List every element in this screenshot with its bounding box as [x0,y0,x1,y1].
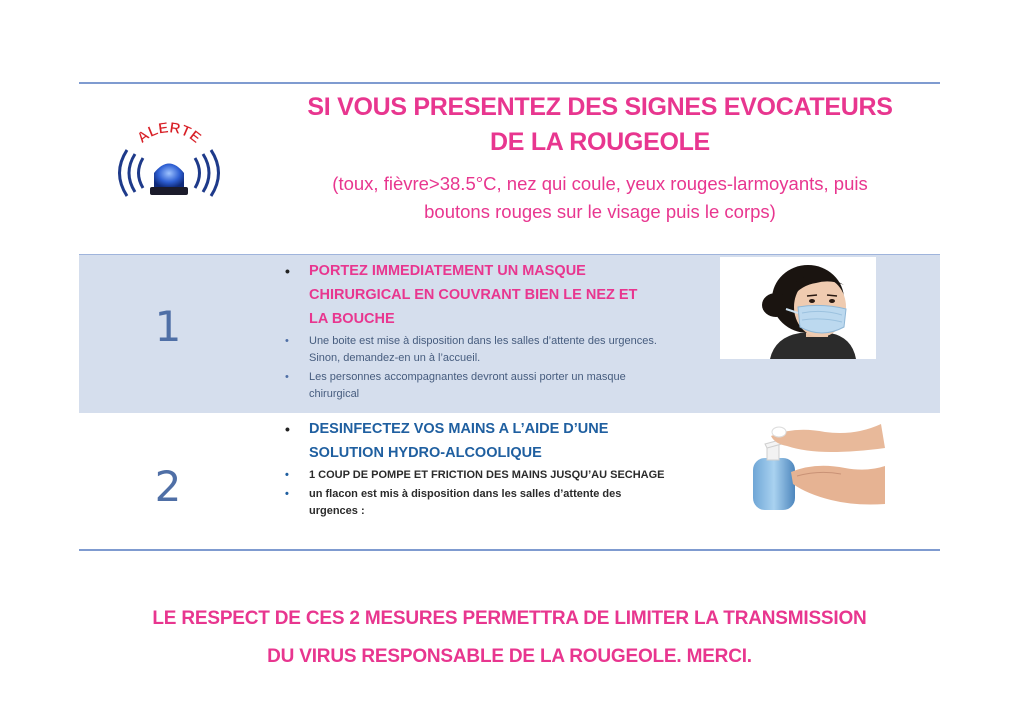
footer-line2: DU VIRUS RESPONSABLE DE LA ROUGEOLE. MERCI. [267,646,752,667]
header-subtitle-line1: (toux, fièvre>38.5°C, nez qui coule, yeux rouges-larmoyants, puis [332,173,868,194]
hand-sanitizer-illustration [735,418,885,512]
list-item [285,467,665,484]
list-item [285,486,665,520]
footer-line1: LE RESPECT DE CES 2 MESURES PERMETTRA DE LIMITER LA TRANSMISSION [152,608,867,629]
alert-logo-text: ALERTE [133,119,205,147]
header-subtitle [262,170,938,226]
step-1-detail-2: Les personnes accompagnantes devront aussi porter un masque chirurgical [309,371,626,400]
bullet-icon: • [285,335,289,347]
alert-siren-icon [110,118,228,202]
step-1-detail-1: Une boite est mise à disposition dans les salles d’attente des urgences. Sinon, demandez-en un à l’accueil. [309,335,657,364]
header-title-line1: SI VOUS PRESENTEZ DES SIGNES EVOCATEURS [307,93,893,121]
svg-text:ALERTE [134,119,204,146]
bottom-rule [79,549,940,551]
list-item [285,369,665,403]
step-2-details [285,467,665,520]
header-title [262,90,938,160]
bullet-icon: • [285,421,290,437]
header-title-line2: DE LA ROUGEOLE [490,128,710,156]
step-2-content [285,417,665,522]
step-1-details [285,333,665,403]
hand-sanitizer-image [735,418,885,512]
masked-person-image [720,257,876,359]
masked-person-illustration [720,257,876,359]
bullet-icon: • [285,469,289,481]
top-rule [79,82,940,84]
footer-message [79,600,940,676]
bullet-icon: • [285,371,289,383]
step-1-heading-item [285,259,659,331]
bullet-icon: • [285,263,290,279]
step-1-content [285,259,665,405]
step-2-detail-1: 1 COUP DE POMPE ET FRICTION DES MAINS JUSQU’AU SECHAGE [309,469,665,481]
step-2-detail-2: un flacon est mis à disposition dans les salles d’attente des urgences : [309,488,622,517]
step-1-number: 1 [154,302,182,351]
step-2-heading: DESINFECTEZ VOS MAINS A L’AIDE D’UNE SOLUTION HYDRO-ALCOOLIQUE [309,421,609,461]
step-2-number: 2 [154,462,182,511]
header-subtitle-line2: boutons rouges sur le visage puis le corps) [424,201,776,222]
step-2-heading-item [285,417,679,465]
step-1-heading: PORTEZ IMMEDIATEMENT UN MASQUE CHIRURGICAL EN COUVRANT BIEN LE NEZ ET LA BOUCHE [309,263,638,327]
list-item [285,333,665,367]
bullet-icon: • [285,488,289,500]
